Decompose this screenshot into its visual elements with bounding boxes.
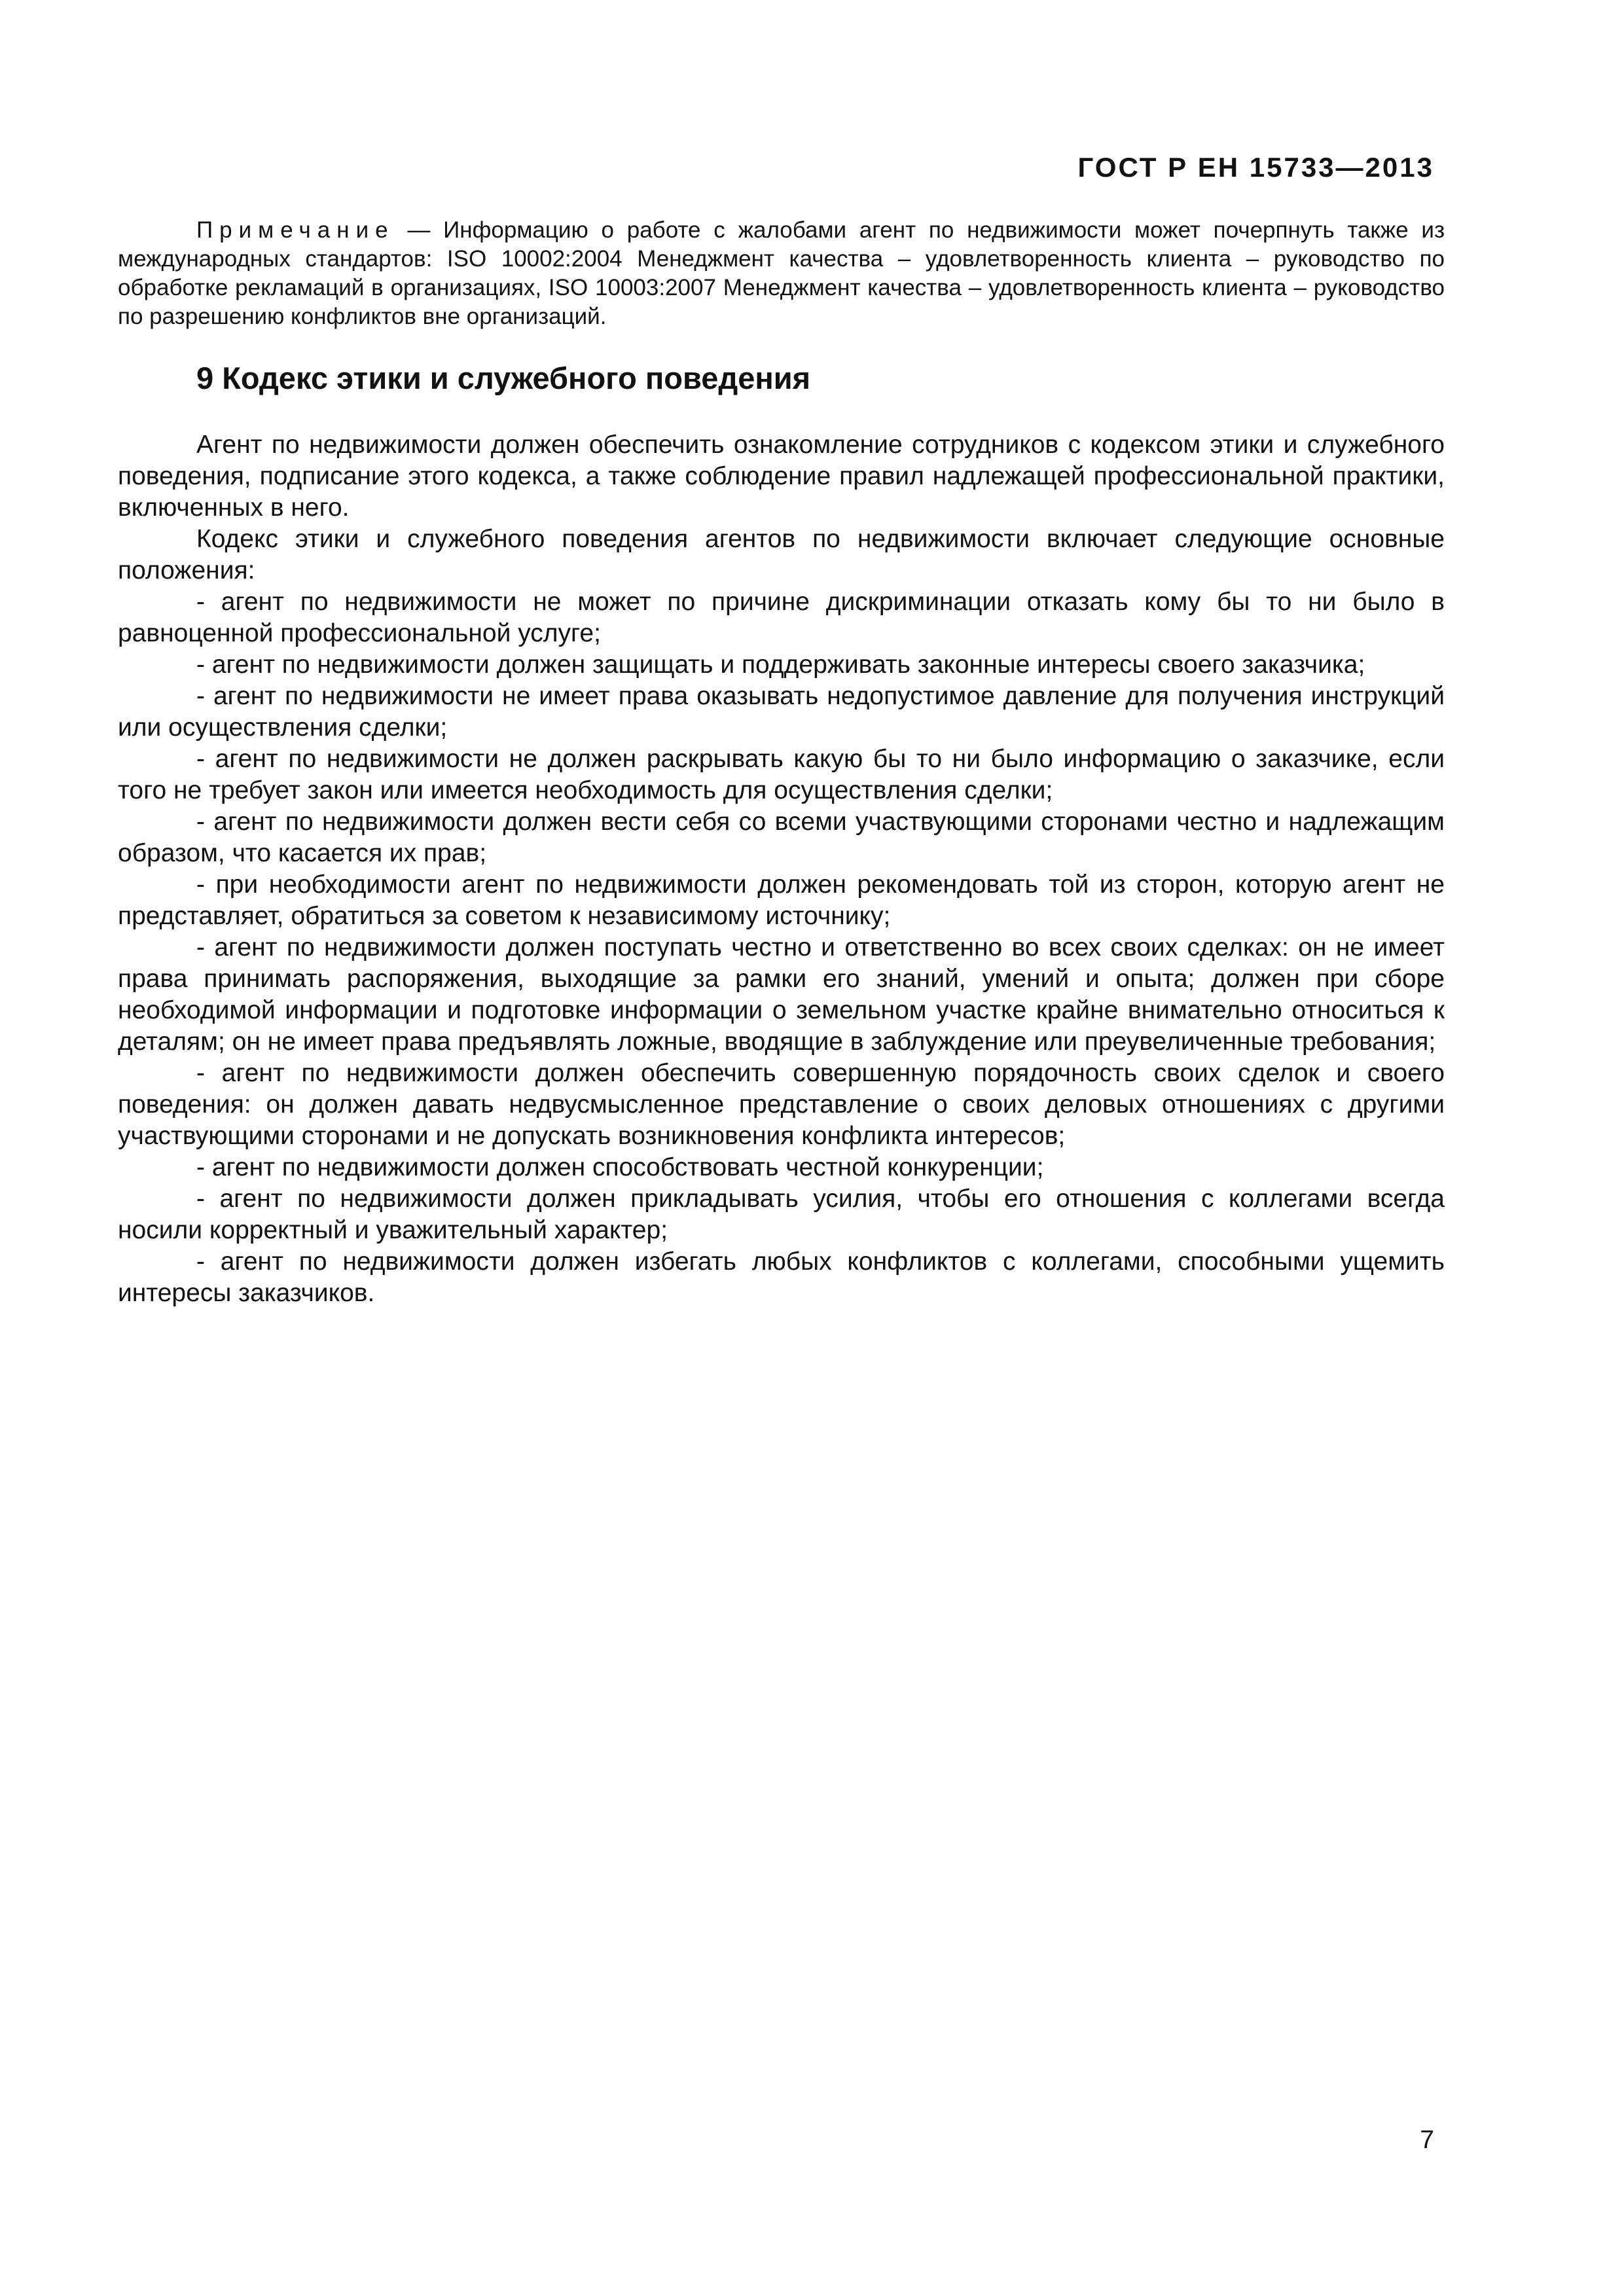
list-item: - агент по недвижимости не должен раскрывать какую бы то ни было информацию о заказчике, если того не требует закон или имеется необходимость для осуществления сделки; [118, 745, 1445, 804]
list-item: - агент по недвижимости должен защищать и поддерживать законные интересы своего заказчика; [196, 651, 1365, 679]
note-label: Примечание [196, 217, 395, 243]
note-paragraph [118, 216, 1445, 331]
page-number: 7 [1420, 2126, 1434, 2154]
list-item: - агент по недвижимости должен поступать честно и ответственно во всех своих сделках: он не имеет права принимать распоряжения, выходящие за рамки его знаний, умений и опыта; должен при сборе необходимой информации и подготовке информации о земельном участке крайне внимательно относиться к деталям; он не имеет права предъявлять ложные, вводящие в заблуждение или преувеличенные требования; [118, 933, 1445, 1056]
body-paragraph: Агент по недвижимости должен обеспечить ознакомление сотрудников с кодексом этики и служебного поведения, подписание этого кодекса, а также соблюдение правил надлежащей профессиональной практики, включенных в него. [118, 431, 1445, 522]
list-item: - агент по недвижимости должен способствовать честной конкуренции; [196, 1153, 1044, 1181]
document-header: ГОСТ Р ЕН 15733—2013 [1077, 152, 1434, 183]
note-text: — Информацию о работе с жалобами агент по недвижимости может почерпнуть также из международных стандартов: ISO 10002:2004 Менеджмент качества – удовлетворенность клиента – руководство по обработке рекламаций в организациях, ISO 10003:2007 Менеджмент качества – удовлетворенность клиента – руководство по разрешению конфликтов вне организаций. [118, 217, 1445, 329]
page-content [118, 216, 1445, 1309]
section-heading: 9 Кодекс этики и служебного поведения [196, 361, 811, 395]
list-item: - агент по недвижимости должен прикладывать усилия, чтобы его отношения с коллегами всегда носили корректный и уважительный характер; [118, 1185, 1445, 1244]
list-item: - при необходимости агент по недвижимости должен рекомендовать той из сторон, которую агент не представляет, обратиться за советом к независимому источнику; [118, 870, 1445, 930]
body-paragraph: Кодекс этики и служебного поведения агентов по недвижимости включает следующие основные положения: [118, 525, 1445, 584]
list-item: - агент по недвижимости должен избегать любых конфликтов с коллегами, способными ущемить интересы заказчиков. [118, 1247, 1445, 1307]
section-body [118, 429, 1445, 1309]
list-item: - агент по недвижимости не имеет права оказывать недопустимое давление для получения инструкций или осуществления сделки; [118, 682, 1445, 742]
list-item: - агент по недвижимости не может по причине дискриминации отказать кому бы то ни было в равноценной профессиональной услуге; [118, 588, 1445, 647]
list-item: - агент по недвижимости должен вести себя со всеми участвующими сторонами честно и надлежащим образом, что касается их прав; [118, 808, 1445, 867]
list-item: - агент по недвижимости должен обеспечить совершенную порядочность своих сделок и своего поведения: он должен давать недвусмысленное представление о своих деловых отношениях с другими участвующими сторонами и не допускать возникновения конфликта интересов; [118, 1059, 1445, 1150]
